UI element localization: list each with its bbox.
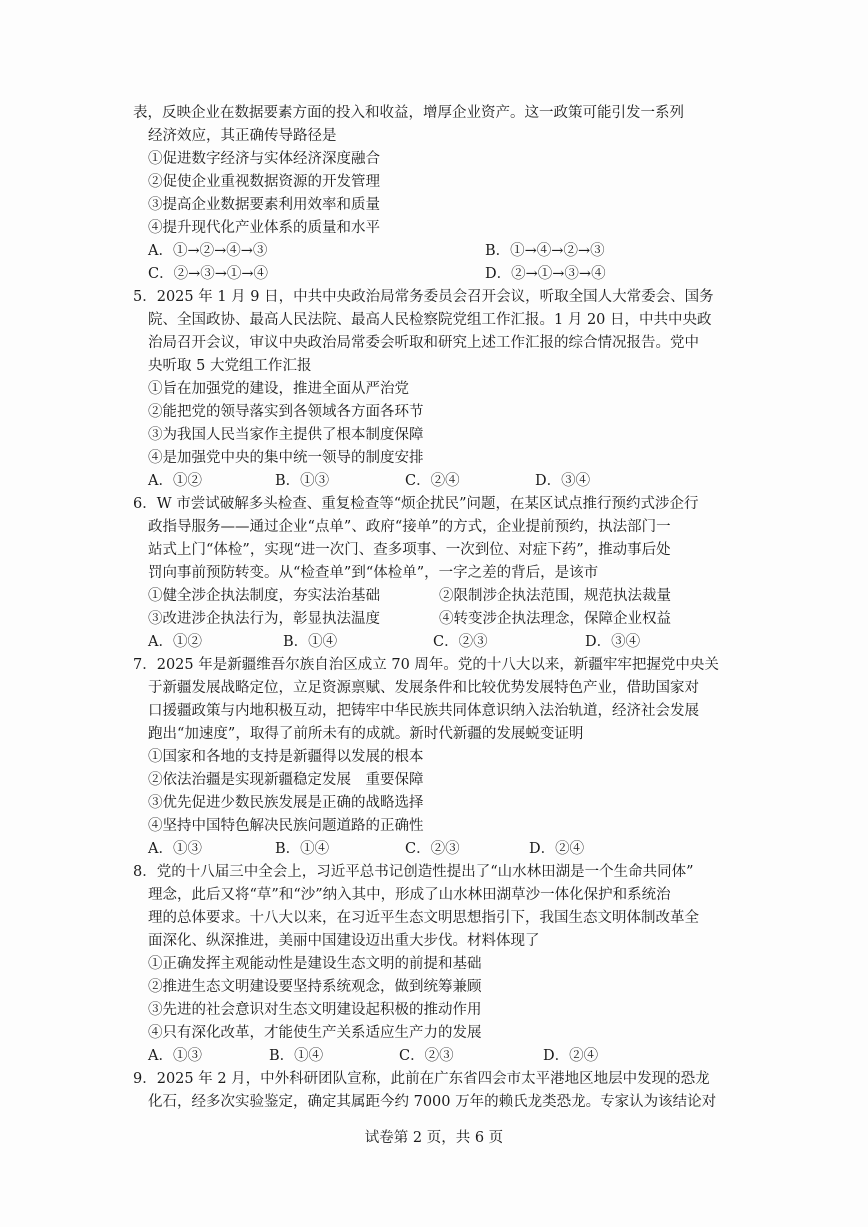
option-a[interactable]: A．①② bbox=[148, 473, 202, 489]
question-7-item: ④坚持中国特色解决民族问题道路的正确性 bbox=[148, 818, 424, 834]
option-a[interactable]: A．①③ bbox=[148, 1048, 202, 1064]
question-5-item: ②能把党的领导落实到各领域各方面各环节 bbox=[148, 404, 424, 420]
option-d[interactable]: D．③④ bbox=[585, 634, 641, 650]
question-4-continuation bbox=[133, 102, 731, 286]
question-8-stem-line: 面深化、纵深推进，美丽中国建设迈出重大步伐。材料体现了 bbox=[148, 933, 540, 949]
question-8-stem-line: 理的总体要求。十八大以来，在习近平生态文明思想指引下，我国生态文明体制改革全 bbox=[148, 910, 699, 926]
question-5-stem-line: 治局召开会议，审议中央政治局常委会听取和研究上述工作汇报的综合情况报告。党中 bbox=[148, 335, 699, 351]
question-4-stem-line: 表，反映企业在数据要素方面的投入和收益，增厚企业资产。这一政策可能引发一系列 bbox=[133, 105, 684, 121]
question-5-stem-line: 5．2025 年 1 月 9 日，中共中央政治局常务委员会召开会议，听取全国人大常委会、国务 bbox=[133, 289, 714, 305]
question-4-stem-line: 经济效应，其正确传导路径是 bbox=[148, 128, 337, 144]
question-8-item: ①正确发挥主观能动性是建设生态文明的前提和基础 bbox=[148, 956, 482, 972]
question-5 bbox=[133, 286, 731, 493]
question-8 bbox=[133, 861, 731, 1068]
question-4-options-row bbox=[133, 240, 731, 263]
option-b[interactable]: B．①③ bbox=[275, 473, 330, 489]
option-d[interactable]: D．②→①→③→④ bbox=[485, 266, 606, 282]
option-b[interactable]: B．①→④→②→③ bbox=[485, 243, 605, 259]
option-b[interactable]: B．①④ bbox=[275, 841, 330, 857]
option-d[interactable]: D．②④ bbox=[543, 1048, 599, 1064]
question-4-item: ①促进数字经济与实体经济深度融合 bbox=[148, 151, 380, 167]
option-c[interactable]: C．②③ bbox=[405, 841, 460, 857]
exam-content bbox=[133, 102, 731, 1114]
question-9-stem-line: 化石，经多次实验鉴定，确定其属距今约 7000 万年的赖氏龙类恐龙。专家认为该结论对 bbox=[148, 1094, 717, 1110]
question-7-stem-line: 跑出“加速度”，取得了前所未有的成就。新时代新疆的发展蜕变证明 bbox=[148, 726, 584, 742]
question-5-stem-line: 院、全国政协、最高人民法院、最高人民检察院党组工作汇报。1 月 20 日，中共中央政 bbox=[148, 312, 712, 328]
question-4-item: ③提高企业数据要素利用效率和质量 bbox=[148, 197, 380, 213]
option-a[interactable]: A．①→②→④→③ bbox=[148, 243, 268, 259]
question-7-options-row bbox=[133, 838, 731, 861]
question-4-options-row bbox=[133, 263, 731, 286]
question-8-item: ②推进生态文明建设要坚持系统观念，做到统筹兼顾 bbox=[148, 979, 482, 995]
option-d[interactable]: D．②④ bbox=[529, 841, 585, 857]
option-b[interactable]: B．①④ bbox=[283, 634, 338, 650]
question-6-item: ①健全涉企执法制度，夯实法治基础 bbox=[148, 588, 380, 604]
question-6-item: ④转变涉企执法理念，保障企业权益 bbox=[439, 611, 671, 627]
question-5-options-row bbox=[133, 470, 731, 493]
question-7-stem-line: 口援疆政策与内地积极互动，把铸牢中华民族共同体意识纳入法治轨道，经济社会发展 bbox=[148, 703, 699, 719]
question-5-item: ④是加强党中央的集中统一领导的制度安排 bbox=[148, 450, 424, 466]
question-5-item: ③为我国人民当家作主提供了根本制度保障 bbox=[148, 427, 424, 443]
question-7 bbox=[133, 654, 731, 861]
question-8-stem-line: 理念，此后又将“草”和“沙”纳入其中，形成了山水林田湖草沙一体化保护和系统治 bbox=[148, 887, 671, 903]
question-6 bbox=[133, 493, 731, 654]
question-5-stem-line: 央听取 5 大党组工作汇报 bbox=[148, 358, 312, 374]
question-5-item: ①旨在加强党的建设，推进全面从严治党 bbox=[148, 381, 409, 397]
question-6-items-row bbox=[133, 608, 731, 631]
question-6-options-row bbox=[133, 631, 731, 654]
option-b[interactable]: B．①④ bbox=[269, 1048, 324, 1064]
option-c[interactable]: C．②④ bbox=[405, 473, 460, 489]
option-c[interactable]: C．②③ bbox=[399, 1048, 454, 1064]
option-c[interactable]: C．②→③→①→④ bbox=[148, 266, 269, 282]
option-d[interactable]: D．③④ bbox=[535, 473, 591, 489]
question-9-stem-line: 9．2025 年 2 月，中外科研团队宣称，此前在广东省四会市太平港地区地层中发现的恐龙 bbox=[133, 1071, 710, 1087]
question-6-stem-line: 6．W 市尝试破解多头检查、重复检查等“烦企扰民”问题，在某区试点推行预约式涉企行 bbox=[133, 496, 699, 512]
question-8-options-row bbox=[133, 1045, 731, 1068]
question-6-stem-line: 罚向事前预防转变。从“检查单”到“体检单”，一字之差的背后，是该市 bbox=[148, 565, 599, 581]
question-9 bbox=[133, 1068, 731, 1114]
option-a[interactable]: A．①② bbox=[148, 634, 202, 650]
page-footer: 试卷第 2 页，共 6 页 bbox=[364, 1130, 504, 1146]
question-8-item: ④只有深化改革，才能使生产关系适应生产力的发展 bbox=[148, 1025, 482, 1041]
question-7-item: ①国家和各地的支持是新疆得以发展的根本 bbox=[148, 749, 424, 765]
option-c[interactable]: C．②③ bbox=[433, 634, 488, 650]
question-4-item: ②促使企业重视数据资源的开发管理 bbox=[148, 174, 380, 190]
question-7-item: ②依法治疆是实现新疆稳定发展 重要保障 bbox=[148, 772, 424, 788]
question-6-item: ③改进涉企执法行为，彰显执法温度 bbox=[148, 611, 380, 627]
question-6-items-row bbox=[133, 585, 731, 608]
question-6-stem-line: 政指导服务——通过企业“点单”、政府“接单”的方式，企业提前预约，执法部门一 bbox=[148, 519, 671, 535]
question-8-item: ③先进的社会意识对生态文明建设起积极的推动作用 bbox=[148, 1002, 482, 1018]
option-a[interactable]: A．①③ bbox=[148, 841, 202, 857]
question-6-item: ②限制涉企执法范围，规范执法裁量 bbox=[439, 588, 671, 604]
question-7-stem-line: 7．2025 年是新疆维吾尔族自治区成立 70 周年。党的十八大以来，新疆牢牢把握党中央关 bbox=[133, 657, 719, 673]
question-7-item: ③优先促进少数民族发展是正确的战略选择 bbox=[148, 795, 424, 811]
question-4-item: ④提升现代化产业体系的质量和水平 bbox=[148, 220, 380, 236]
question-6-stem-line: 站式上门“体检”，实现“进一次门、查多项事、一次到位、对症下药”，推动事后处 bbox=[148, 542, 671, 558]
question-7-stem-line: 于新疆发展战略定位，立足资源禀赋、发展条件和比较优势发展特色产业，借助国家对 bbox=[148, 680, 699, 696]
question-8-stem-line: 8．党的十八届三中全会上，习近平总书记创造性提出了“山水林田湖是一个生命共同体” bbox=[133, 864, 694, 880]
